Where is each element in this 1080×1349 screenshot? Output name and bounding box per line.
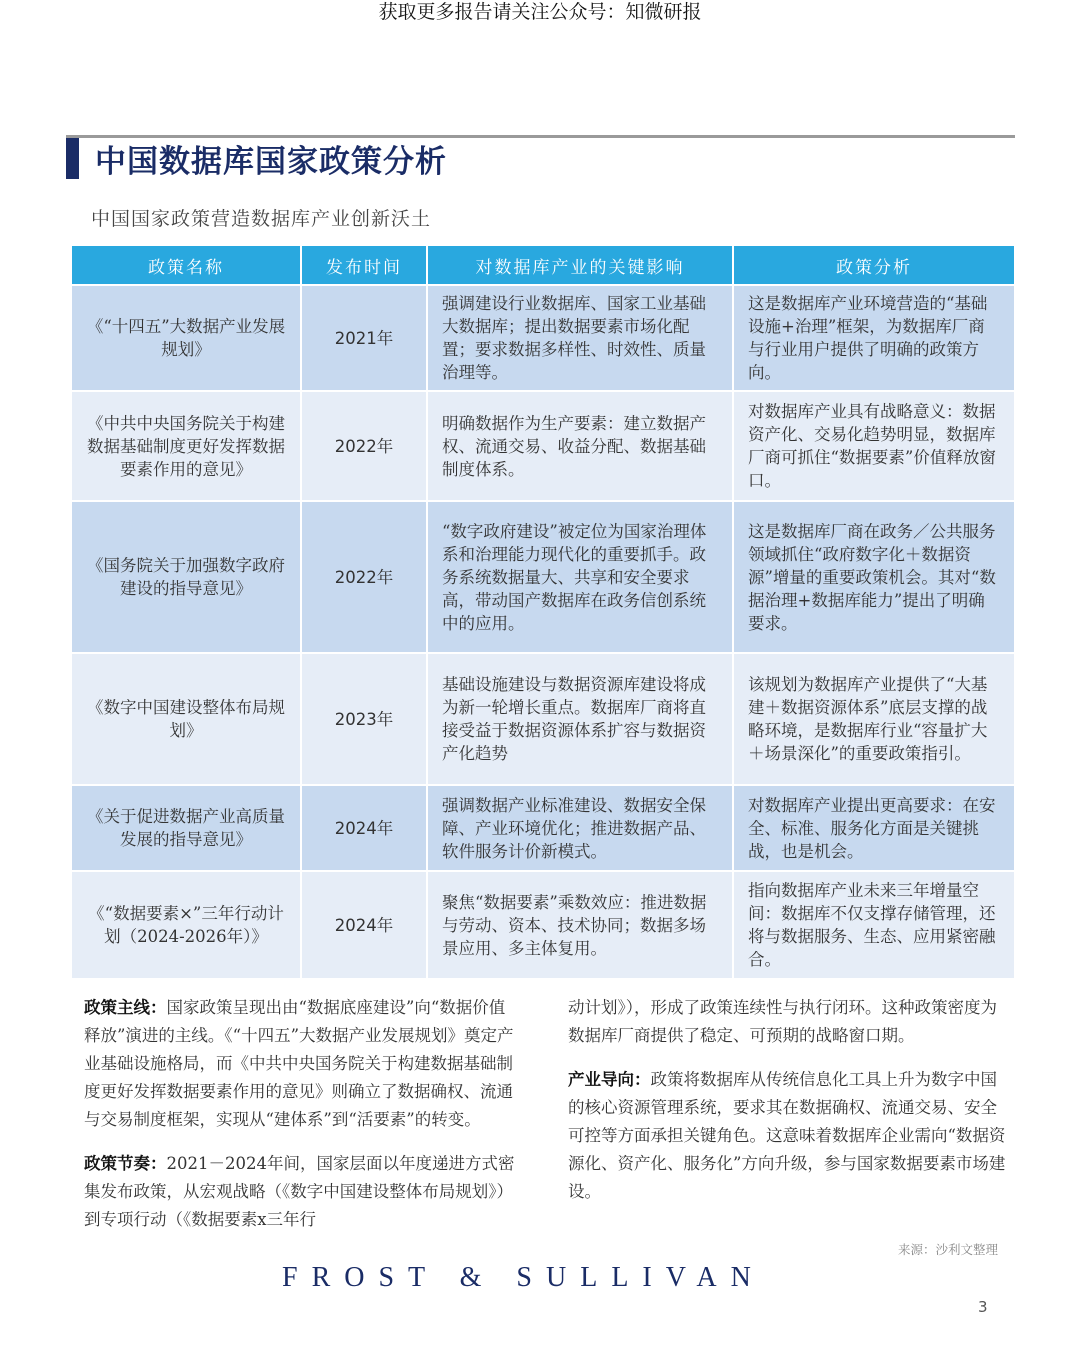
title-accent-bar bbox=[66, 138, 79, 179]
note-rhythm-label: 政策节奏： bbox=[84, 1154, 167, 1173]
policy-date: 2024年 bbox=[301, 871, 427, 979]
policy-analysis: 该规划为数据库产业提供了“大基建＋数据资源体系”底层支撑的战略环境，是数据库行业“容量扩大＋场景深化”的重要政策指引。 bbox=[733, 653, 1015, 785]
policy-impact: 强调建设行业数据库、国家工业基础大数据库；提出数据要素市场化配置；要求数据多样性、时效性、质量治理等。 bbox=[427, 285, 733, 391]
table-row bbox=[71, 785, 1015, 871]
policy-analysis: 这是数据库厂商在政务／公共服务领域抓住“政府数字化＋数据资源”增量的重要政策机会。其对“数据治理+数据库能力”提出了明确要求。 bbox=[733, 501, 1015, 653]
table-row bbox=[71, 871, 1015, 979]
table-row bbox=[71, 285, 1015, 391]
note-rhythm-text: 2021－2024年间，国家层面以年度递进方式密集发布政策，从宏观战略（《数字中国建设整体布局规划》）到专项行动（《数据要素x三年行 bbox=[84, 1154, 515, 1229]
policy-name: 《数字中国建设整体布局规划》 bbox=[71, 653, 301, 785]
page-subtitle: 中国国家政策营造数据库产业创新沃土 bbox=[91, 208, 432, 230]
policy-impact: “数字政府建设”被定位为国家治理体系和治理能力现代化的重要抓手。政务系统数据量大、共享和安全要求高，带动国产数据库在政务信创系统中的应用。 bbox=[427, 501, 733, 653]
frost-sullivan-logo: FROST & SULLIVAN bbox=[282, 1262, 765, 1293]
header-policy-analysis: 政策分析 bbox=[733, 245, 1015, 285]
source-note: 来源：沙利文整理 bbox=[898, 1242, 999, 1257]
top-banner: 获取更多报告请关注公众号：知微研报 bbox=[378, 1, 702, 23]
note-orientation-label: 产业导向： bbox=[568, 1070, 651, 1089]
policy-name: 《国务院关于加强数字政府建设的指导意见》 bbox=[71, 501, 301, 653]
header-release-date: 发布时间 bbox=[301, 245, 427, 285]
note-rhythm bbox=[84, 1150, 516, 1234]
policy-impact: 强调数据产业标准建设、数据安全保障、产业环境优化；推进数据产品、软件服务计价新模式。 bbox=[427, 785, 733, 871]
notes-left-column bbox=[84, 994, 516, 1250]
page-title: 中国数据库国家政策分析 bbox=[95, 144, 447, 180]
note-mainline bbox=[84, 994, 516, 1134]
table-row bbox=[71, 653, 1015, 785]
policy-date: 2021年 bbox=[301, 285, 427, 391]
note-mainline-text: 国家政策呈现出由“数据底座建设”向“数据价值释放”演进的主线。《“十四五”大数据产业发展规划》奠定产业基础设施格局，而《中共中央国务院关于构建数据基础制度更好发挥数据要素作用的意见》则确立了数据确权、流通与交易制度框架，实现从“建体系”到“活要素”的转变。 bbox=[84, 998, 514, 1129]
policy-impact: 聚焦“数据要素”乘数效应：推进数据与劳动、资本、技术协同；数据多场景应用、多主体复用。 bbox=[427, 871, 733, 979]
note-rhythm-continued: 动计划》），形成了政策连续性与执行闭环。这种政策密度为数据库厂商提供了稳定、可预期的战略窗口期。 bbox=[568, 998, 997, 1045]
policy-analysis: 对数据库产业提出更高要求：在安全、标准、服务化方面是关键挑战，也是机会。 bbox=[733, 785, 1015, 871]
table-row bbox=[71, 501, 1015, 653]
table-row bbox=[71, 391, 1015, 501]
policy-name: 《“数据要素×”三年行动计划（2024-2026年）》 bbox=[71, 871, 301, 979]
policy-analysis: 对数据库产业具有战略意义：数据资产化、交易化趋势明显，数据库厂商可抓住“数据要素”价值释放窗口。 bbox=[733, 391, 1015, 501]
policy-name: 《“十四五”大数据产业发展规划》 bbox=[71, 285, 301, 391]
policy-date: 2022年 bbox=[301, 501, 427, 653]
policy-name: 《中共中央国务院关于构建数据基础制度更好发挥数据要素作用的意见》 bbox=[71, 391, 301, 501]
policy-name: 《关于促进数据产业高质量发展的指导意见》 bbox=[71, 785, 301, 871]
header-policy-name: 政策名称 bbox=[71, 245, 301, 285]
policy-date: 2024年 bbox=[301, 785, 427, 871]
note-mainline-label: 政策主线： bbox=[84, 998, 167, 1017]
policy-date: 2022年 bbox=[301, 391, 427, 501]
note-orientation bbox=[568, 1066, 1006, 1206]
notes-right-column bbox=[568, 994, 1006, 1222]
table-header-row bbox=[71, 245, 1015, 285]
policy-analysis: 指向数据库产业未来三年增量空间：数据库不仅支撑存储管理，还将与数据服务、生态、应用紧密融合。 bbox=[733, 871, 1015, 979]
policy-impact: 基础设施建设与数据资源库建设将成为新一轮增长重点。数据库厂商将直接受益于数据资源体系扩容与数据资产化趋势 bbox=[427, 653, 733, 785]
policy-table bbox=[70, 244, 1016, 980]
policy-impact: 明确数据作为生产要素：建立数据产权、流通交易、收益分配、数据基础制度体系。 bbox=[427, 391, 733, 501]
policy-analysis: 这是数据库产业环境营造的“基础设施+治理”框架，为数据库厂商与行业用户提供了明确的政策方向。 bbox=[733, 285, 1015, 391]
header-rule bbox=[66, 135, 1015, 138]
header-key-impact: 对数据库产业的关键影响 bbox=[427, 245, 733, 285]
note-orientation-text: 政策将数据库从传统信息化工具上升为数字中国的核心资源管理系统，要求其在数据确权、流通交易、安全可控等方面承担关键角色。这意味着数据库企业需向“数据资源化、资产化、服务化”方向升级，参与国家数据要素市场建设。 bbox=[568, 1070, 1006, 1201]
page-number: 3 bbox=[978, 1298, 988, 1316]
policy-date: 2023年 bbox=[301, 653, 427, 785]
